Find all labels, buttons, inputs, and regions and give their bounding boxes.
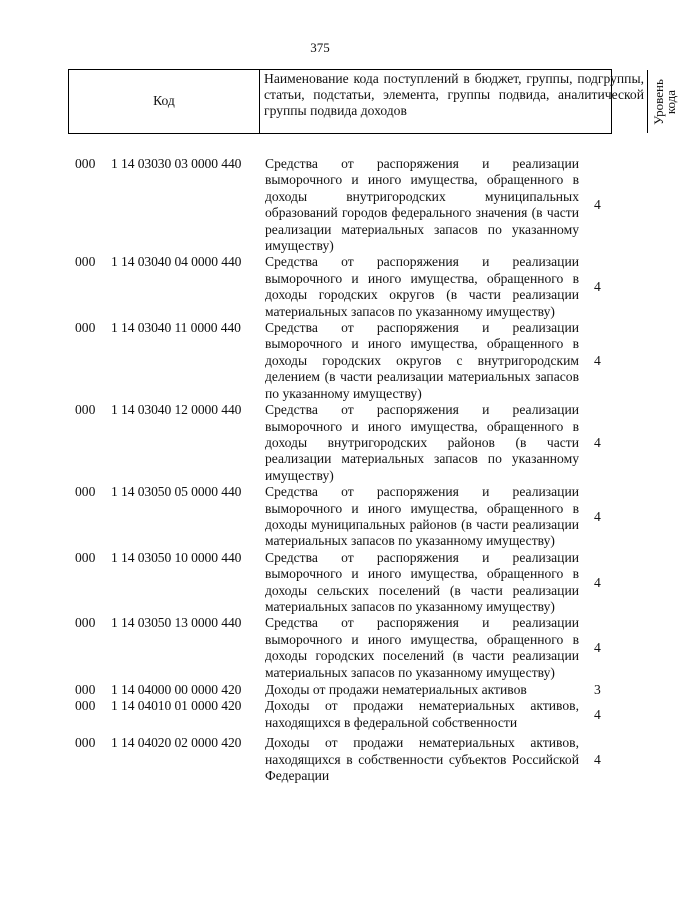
revenue-name: Доходы от продажи нематериальных активов, находящихся в федеральной собственности — [265, 698, 579, 730]
table-row — [0, 156, 640, 254]
admin-code: 000 — [75, 254, 96, 270]
table-row — [0, 615, 640, 681]
code-level: 4 — [594, 352, 601, 368]
table-row — [0, 550, 640, 616]
revenue-code: 1 14 03050 13 0000 440 — [111, 615, 242, 631]
revenue-name: Средства от распоряжения и реализации выморочного и иного имущества, обращенного в доходы городских поселений (в части реализации материальных запасов по указанному имуществу) — [265, 615, 579, 680]
revenue-code: 1 14 04020 02 0000 420 — [111, 735, 242, 751]
revenue-code: 1 14 03040 12 0000 440 — [111, 402, 242, 418]
code-level: 4 — [594, 574, 601, 590]
admin-code: 000 — [75, 156, 96, 171]
code-level: 4 — [594, 639, 601, 655]
revenue-name: Средства от распоряжения и реализации выморочного и иного имущества, обращенного в доходы городских округов с внутригородским делением (в части реализации материальных запасов по указанному имуществу) — [265, 320, 579, 401]
level-column-header — [648, 70, 681, 133]
code-level: 4 — [594, 434, 601, 450]
revenue-name: Средства от распоряжения и реализации выморочного и иного имущества, обращенного в доходы городских округов (в части реализации материальных запасов по указанному имуществу) — [265, 254, 579, 319]
table-row — [0, 698, 640, 731]
code-level: 3 — [594, 682, 601, 697]
page-number: 375 — [310, 40, 330, 55]
admin-code: 000 — [75, 735, 96, 751]
revenue-name: Средства от распоряжения и реализации выморочного и иного имущества, обращенного в доходы внутригородских районов (в части реализации материальных запасов по указанному имуществу) — [265, 402, 579, 483]
code-level: 4 — [594, 751, 601, 767]
code-level: 4 — [594, 508, 601, 524]
admin-code: 000 — [75, 615, 96, 631]
table-row — [0, 735, 640, 784]
table-header — [68, 69, 678, 134]
revenue-code: 1 14 03040 11 0000 440 — [111, 320, 241, 336]
revenue-name: Средства от распоряжения и реализации выморочного и иного имущества, обращенного в доходы сельских поселений (в части реализации материальных запасов по указанному имуществу) — [265, 549, 579, 614]
table-body — [0, 156, 640, 784]
admin-code: 000 — [75, 698, 96, 714]
code-level: 4 — [594, 279, 601, 295]
admin-code: 000 — [75, 549, 96, 565]
admin-code: 000 — [75, 402, 96, 418]
table-row — [0, 254, 640, 320]
level-column-header-label: Уровень кода — [650, 78, 678, 125]
revenue-name: Средства от распоряжения и реализации выморочного и иного имущества, обращенного в доходы муниципальных районов (в части реализации материальных запасов по указанному имуществу) — [265, 484, 579, 549]
code-level: 4 — [594, 706, 601, 722]
table-row — [0, 320, 640, 402]
code-level: 4 — [594, 197, 601, 213]
table-row — [0, 484, 640, 550]
admin-code: 000 — [75, 320, 96, 336]
table-row — [0, 402, 640, 484]
revenue-code: 1 14 03050 05 0000 440 — [111, 484, 242, 500]
revenue-name: Средства от распоряжения и реализации выморочного и иного имущества, обращенного в доходы внутригородских муниципальных образований городов федерального значения (в части реализации материальных запасов по указанному имуществу) — [265, 156, 579, 254]
revenue-name: Доходы от продажи нематериальных активов — [265, 682, 527, 697]
revenue-code: 1 14 04000 00 0000 420 — [111, 682, 242, 697]
admin-code: 000 — [75, 682, 96, 697]
revenue-code: 1 14 03030 03 0000 440 — [111, 156, 242, 171]
revenue-name: Доходы от продажи нематериальных активов, находящихся в собственности субъектов Российской Федерации — [265, 735, 579, 784]
revenue-code: 1 14 03040 04 0000 440 — [111, 254, 242, 270]
table-row — [0, 682, 640, 698]
name-column-header: Наименование кода поступлений в бюджет, группы, подгруппы, статьи, подстатьи, элемента, группы подвида, аналитической группы подвида доходов — [260, 70, 648, 133]
revenue-code: 1 14 04010 01 0000 420 — [111, 698, 242, 714]
revenue-code: 1 14 03050 10 0000 440 — [111, 549, 242, 565]
admin-code: 000 — [75, 484, 96, 500]
code-column-header: Код — [69, 70, 260, 133]
